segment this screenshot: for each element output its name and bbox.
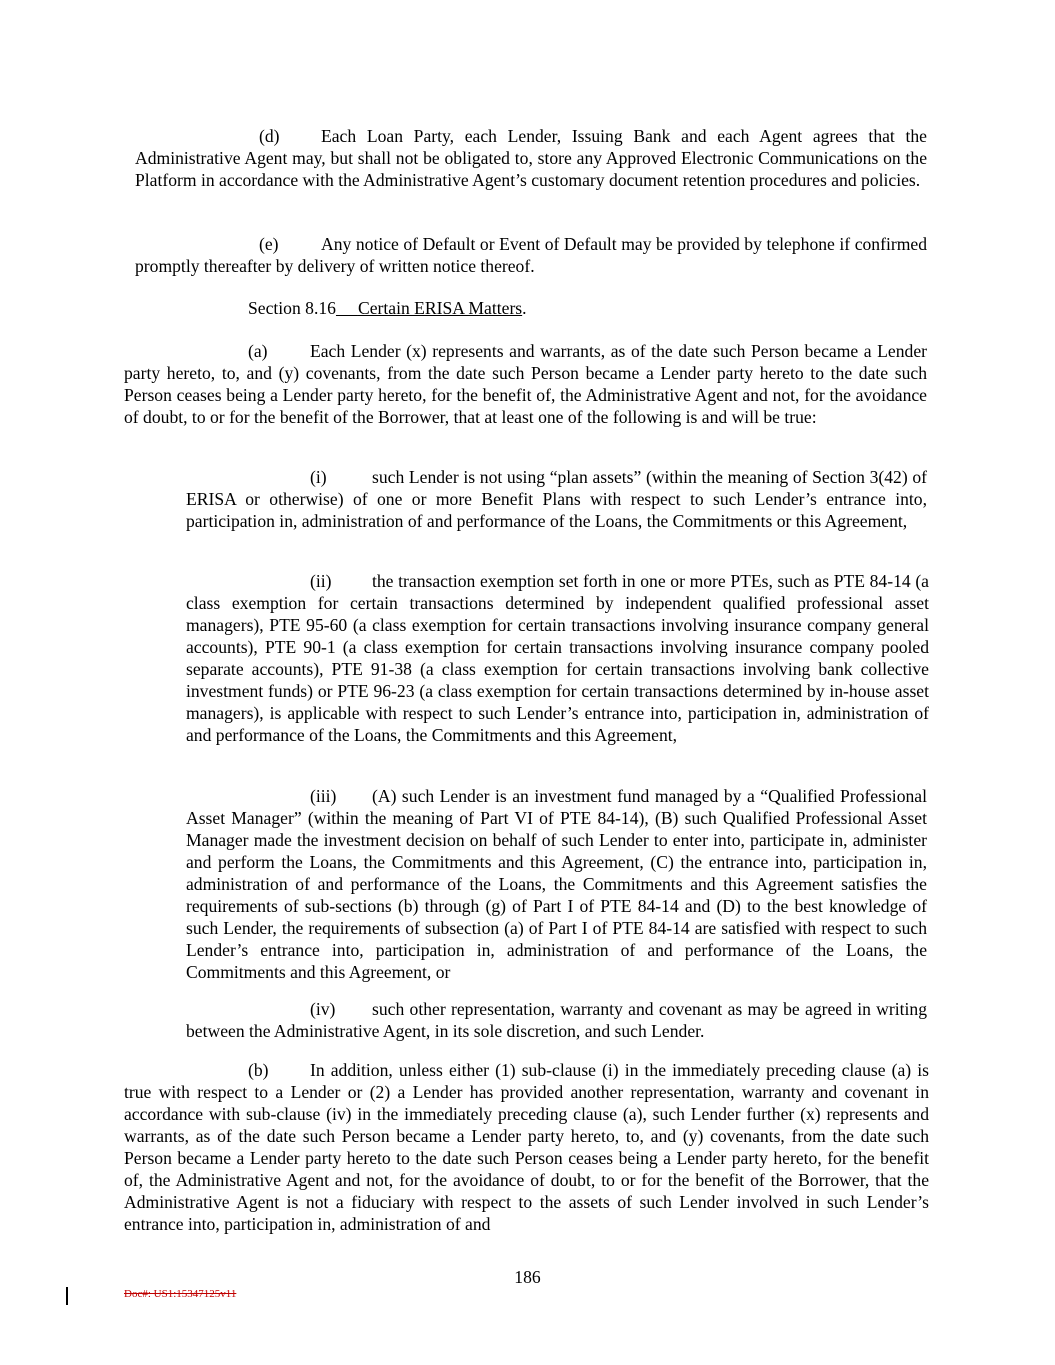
paragraph-a-label: (a) [248, 341, 268, 361]
list-item-text: such other representation, warranty and covenant as may be agreed in writing between the Administrative Agent, in its sole discretion, and such Lender. [186, 999, 927, 1041]
paragraph-d-label: (d) [259, 126, 280, 146]
document-id: Doc#: US1:15347125v11 [124, 1288, 237, 1300]
section-title [336, 298, 522, 318]
section-title-text: Certain ERISA Matters [357, 298, 523, 318]
list-item [186, 998, 927, 1042]
list-item-label: (ii) [310, 571, 332, 591]
paragraph-b-text: In addition, unless either (1) sub-clause (i) in the immediately preceding clause (a) is true with respect to a Lender or (2) a Lender has provided another representation, warranty and covenant in accordance with sub-clause (iv) in the immediately preceding clause (a), such Lender further (x) represents and warrants, as of the date such Person became a Lender party hereto, to, and (y) covenants, from the date such Person became a Lender party hereto to the date such Person ceases being a Lender party hereto, for the benefit of, the Administrative Agent and not, for the avoidance of doubt, to or for the benefit of the Borrower, that the Administrative Agent is not a fiduciary with respect to the assets of such Lender involved in such Lender’s entrance into, participation in, administration of and [124, 1060, 929, 1234]
paragraph-e-label: (e) [259, 234, 279, 254]
section-heading [248, 297, 848, 319]
paragraph-a [124, 340, 927, 428]
paragraph-d-text: Each Loan Party, each Lender, Issuing Bank and each Agent agrees that the Administrative Agent may, but shall not be obligated to, store any Approved Electronic Communications on the Platform in accordance with the Administrative Agent’s customary document retention procedures and policies. [135, 126, 927, 190]
change-bar [66, 1287, 68, 1305]
page-number: 186 [514, 1267, 541, 1287]
paragraph-d [135, 125, 927, 191]
list-item-label: (iii) [310, 786, 337, 806]
list-item-label: (i) [310, 467, 327, 487]
list-item-text: (A) such Lender is an investment fund managed by a “Qualified Professional Asset Manager” (within the meaning of Part VI of PTE 84-14), (B) such Qualified Professional Asset Manager made the investment decision on behalf of such Lender to enter into, participate in, administer and perform the Loans, the Commitments and this Agreement, (C) the entrance into, participation in, administration of and performance of the Loans, the Commitments and this Agreement satisfies the requirements of sub-sections (b) through (g) of Part I of PTE 84-14 and (D) to the best knowledge of such Lender, the requirements of subsection (a) of Part I of PTE 84-14 are satisfied with respect to such Lender’s entrance into, participation in, administration of and performance of the Loans, the Commitments and this Agreement, or [186, 786, 927, 982]
section-title-period: . [522, 298, 527, 318]
paragraph-a-text: Each Lender (x) represents and warrants, as of the date such Person became a Lender party hereto, to, and (y) covenants, from the date such Person became a Lender party hereto to the date such Person ceases being a Lender party hereto, for the benefit of, the Administrative Agent and not, for the avoidance of doubt, to or for the benefit of the Borrower, that at least one of the following is and will be true: [124, 341, 927, 427]
paragraph-e-text: Any notice of Default or Event of Default may be provided by telephone if confirmed promptly thereafter by delivery of written notice thereof. [135, 234, 927, 276]
paragraph-e [135, 233, 927, 277]
paragraph-b [124, 1059, 929, 1235]
list-item [186, 466, 927, 532]
list-item-label: (iv) [310, 999, 336, 1019]
section-number: Section 8.16 [248, 298, 336, 318]
list-item [186, 785, 927, 983]
paragraph-b-label: (b) [248, 1060, 269, 1080]
list-item [186, 570, 929, 746]
list-item-text: the transaction exemption set forth in one or more PTEs, such as PTE 84-14 (a class exemption for certain transactions determined by independent qualified professional asset managers), PTE 95-60 (a class exemption for certain transactions involving insurance company general accounts), PTE 90-1 (a class exemption for certain transactions involving insurance company pooled separate accounts), PTE 91-38 (a class exemption for certain transactions involving bank collective investment funds) or PTE 96-23 (a class exemption for certain transactions determined by in-house asset managers), is applicable with respect to such Lender’s entrance into, participation in, administration of and performance of the Loans, the Commitments and this Agreement, [186, 571, 929, 745]
list-item-text: such Lender is not using “plan assets” (within the meaning of Section 3(42) of ERISA or otherwise) of one or more Benefit Plans with respect to such Lender’s entrance into, participation in, administration of and performance of the Loans, the Commitments or this Agreement, [186, 467, 927, 531]
